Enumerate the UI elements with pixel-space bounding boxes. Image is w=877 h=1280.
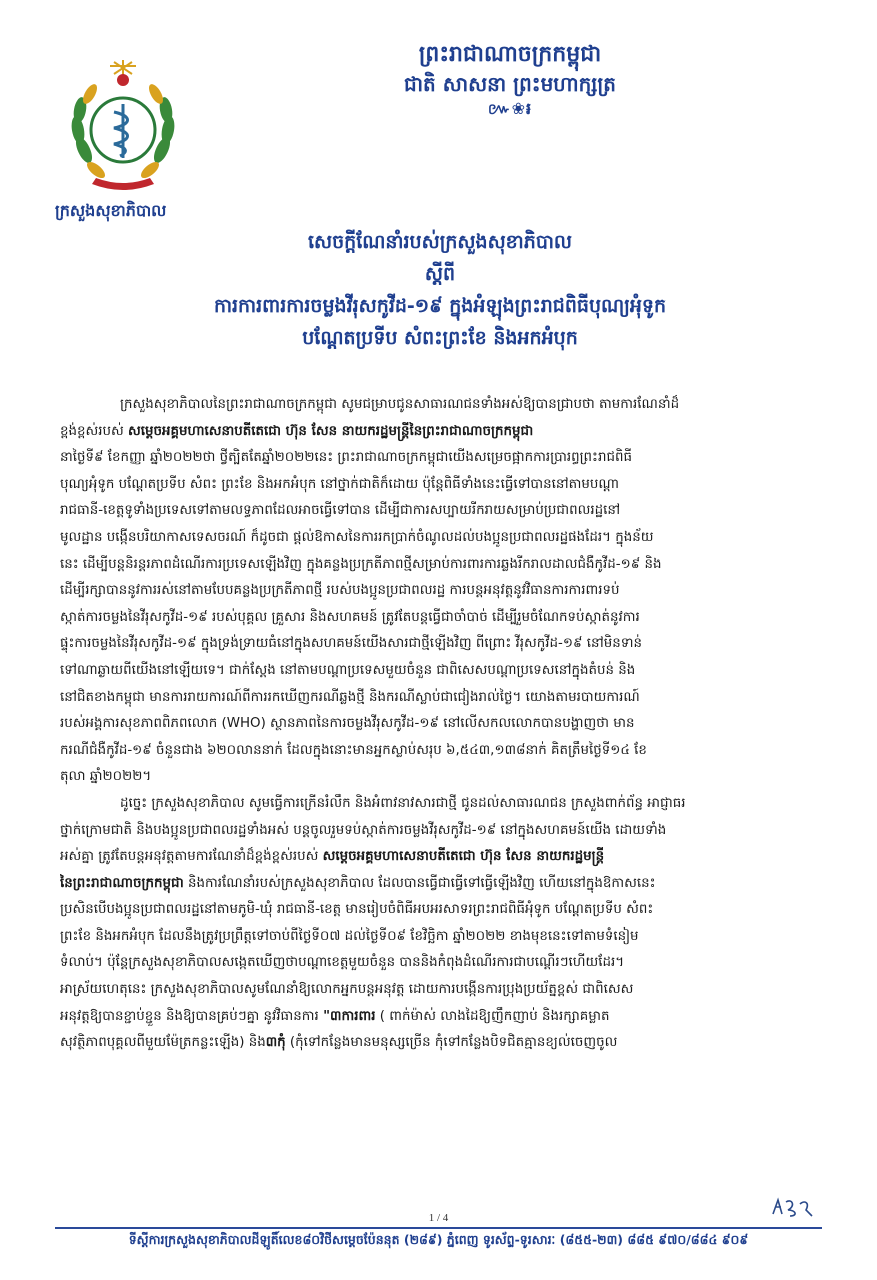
document-body bbox=[60, 392, 820, 1057]
body-line: សុវត្ថិភាពបុគ្គលពីមួយម៉ែត្រកន្លះឡើង) និង៣កុំ (កុំទៅកន្លែងមានមនុស្សច្រើន កុំទៅកន្លែងបិទជិតគ្មានខ្យល់ចេញចូល bbox=[60, 1035, 618, 1051]
body-line: ផ្ទុះការចម្លងនៃវីរុសកូវីដ-១៩ ក្នុងទ្រង់ទ្រាយធំនៅក្នុងសហគមន៍យើងសារជាថ្មីឡើងវិញ ពីព្រោះ វីរុសកូវីដ-១៩ នៅមិនទាន់ bbox=[60, 636, 642, 652]
national-motto: ជាតិ សាសនា ព្រះមហាក្សត្រ bbox=[404, 72, 616, 96]
body-line: នៃព្រះរាជាណាចក្រកម្ពុជា និងការណែនាំរបស់ក្រសួងសុខាភិបាល ដែលបានធ្វើជាធ្វើទៅធ្វើឡើងវិញ ហើយនៅក្នុងឱកាសនេះ bbox=[60, 875, 656, 891]
body-line: បុណ្យអុំទូក បណ្ដែតប្រទីប សំពះ ព្រះខែ និងអកអំបុក នៅថ្នាក់ជាតិក៏ដោយ ប៉ុន្តែពិធីទាំងនេះធ្វើទៅបាននៅតាមបណ្ដា bbox=[60, 476, 619, 492]
kingdom-bold: នៃព្រះរាជាណាចក្រកម្ពុជា bbox=[60, 875, 184, 891]
pm-name-bold: សម្ដេចអគ្គមហាសេនាបតីតេជោ ហ៊ុន សែន នាយករដ្ឋមន្ត្រីនៃព្រះរាជាណាចក្រកម្ពុជា bbox=[128, 423, 534, 439]
body-line: ខ្ពង់ខ្ពស់របស់ សម្ដេចអគ្គមហាសេនាបតីតេជោ ហ៊ុន សែន នាយករដ្ឋមន្ត្រីនៃព្រះរាជាណាចក្រកម្ពុជា bbox=[60, 423, 534, 439]
title-line-4: បណ្ដែតប្រទីប សំពះព្រះខែ និងអកអំបុក bbox=[302, 327, 578, 349]
kingdom-header bbox=[250, 40, 770, 120]
body-line: នេះ ដើម្បីបន្តនិរន្តរភាពដំណើរការប្រទេសឡើងវិញ ក្នុងគន្លងប្រក្រតីភាពថ្មីសម្រាប់ការពារការឆ្លងរីករាលដាលជំងឺកូវីដ-១៩ និង bbox=[60, 556, 662, 572]
body-line: តុលា ឆ្នាំ២០២២។ bbox=[60, 769, 152, 785]
body-line: នាថ្ងៃទី៩ ខែកញ្ញា ឆ្នាំ២០២២ថា ថ្វីត្បិតតែឆ្នាំ២០២២នេះ ព្រះរាជាណាចក្រកម្ពុជាយើងសម្រេចផ្អាកការប្រារព្ធព្រះរាជពិធី bbox=[60, 450, 632, 466]
initials-signature bbox=[770, 1196, 816, 1220]
body-line: ក្រសួងសុខាភិបាលនៃព្រះរាជាណាចក្រកម្ពុជា សូមជម្រាបជូនសាធារណជនទាំងអស់ឱ្យបានជ្រាបថា តាមការណែនាំដ៏ bbox=[120, 397, 680, 412]
three-donts-bold: ៣កុំ bbox=[265, 1035, 286, 1051]
body-line: ប្រសិនបើបងប្អូនប្រជាពលរដ្ឋនៅតាមភូមិ-ឃុំ រាជធានី-ខេត្ត មានរៀបចំពិធីអបអរសាទរព្រះរាជពិធីអុំទូក បណ្ដែតប្រទីប សំពះ bbox=[60, 902, 654, 918]
body-line: រាជធានី-ខេត្តទូទាំងប្រទេសទៅតាមលទ្ធភាពដែលអាចធ្វើទៅបាន ដើម្បីជាការសប្បាយរីករាយសម្រាប់ប្រជាពលរដ្ឋនៅ bbox=[60, 503, 621, 519]
footer-address: ទីស្ដីការក្រសួងសុខាភិបាលដីឡូតិ៍លេខ៨០វិថីសម្ដេចប៉ែននុត (២៨៩) ភ្នំពេញ ទូរស័ព្ទ-ទូរសារៈ (៨៥៥-២៣) ៨៨៥ ៩៧០/៨៨៤ ៩០៩ bbox=[128, 1232, 749, 1247]
title-line-3: ការការពារការចម្លងវីរុសកូវីដ-១៩ ក្នុងអំឡុងព្រះរាជពិធីបុណ្យអុំទូក bbox=[213, 295, 667, 317]
kingdom-name: ព្រះរាជាណាចក្រកម្ពុជា bbox=[418, 42, 602, 67]
ministry-name: ក្រសួងសុខាភិបាល bbox=[55, 201, 167, 220]
footer-divider bbox=[55, 1227, 822, 1229]
pm-name-bold: សម្ដេចអគ្គមហាសេនាបតីតេជោ ហ៊ុន សែន នាយករដ្ឋមន្ត្រី bbox=[322, 849, 605, 865]
document-title bbox=[90, 226, 790, 354]
body-line: របស់អង្គការសុខភាពពិភពលោក (WHO) ស្ថានភាពនៃការចម្លងវីរុសកូវីដ-១៩ នៅលើសកលលោកបានបង្ហាញថា មាន bbox=[60, 716, 635, 732]
title-line-1: សេចក្ដីណែនាំរបស់ក្រសួងសុខាភិបាល bbox=[307, 231, 573, 253]
body-line: នៅជិតខាងកម្ពុជា មានការរាយការណ៍ពីការរកឃើញករណីឆ្លងថ្មី និងករណីស្លាប់ជាជៀងរាល់ថ្ងៃ។ យោងតាមរបាយការណ៍ bbox=[60, 689, 640, 705]
ornament: ៚❀៛ bbox=[487, 99, 533, 118]
body-line: ថ្នាក់ក្រោមជាតិ និងបងប្អូនប្រជាពលរដ្ឋទាំងអស់ បន្តចូលរួមទប់ស្កាត់ការចម្លងវីរុសកូវីដ-១៩ នៅក្នុងសហគមន៍យើង ដោយទាំង bbox=[60, 822, 667, 838]
page-number: 1 / 4 bbox=[428, 1212, 449, 1224]
body-line: អាស្រ័យហេតុនេះ ក្រសួងសុខាភិបាលសូមណែនាំឱ្យលោកអ្នកបន្តអនុវត្ត ដោយការបង្កើនការប្រុងប្រយ័ត្នខ្ពស់ ជាពិសេស bbox=[60, 982, 634, 998]
body-line: អនុវត្តឱ្យបានខ្ជាប់ខ្ជួន និងឱ្យបានគ្រប់ៗគ្នា នូវវិធានការ "៣ការពារ ( ពាក់ម៉ាស់ លាងដៃឱ្យញឹកញាប់ និងរក្សាគម្លាត bbox=[60, 1008, 610, 1024]
body-line: ស្កាត់ការចម្លងនៃវីរុសកូវីដ-១៩ របស់បុគ្គល គ្រួសារ និងសហគមន៍ ត្រូវតែបន្តធ្វើជាចាំបាច់ ដើម្បីរួមចំណែកទប់ស្កាត់នូវការ bbox=[60, 609, 640, 625]
body-line: ទៅណាឆ្ងាយពីយើងនៅឡើយទេ។ ជាក់ស្ដែង នៅតាមបណ្ដាប្រទេសមួយចំនួន ជាពិសេសបណ្ដាប្រទេសនៅក្នុងតំបន់ និង bbox=[60, 662, 636, 678]
body-line: ទំលាប់។ ប៉ុន្តែក្រសួងសុខាភិបាលសង្កេតឃើញថាបណ្ដាខេត្តមួយចំនួន បាននិងកំពុងដំណើរការជាបណ្ដើរៗហើយដែរ។ bbox=[60, 955, 625, 971]
body-line: ដូច្នេះ ក្រសួងសុខាភិបាល សូមធ្វើការក្រើនរំលឹក និងអំពាវនាវសារជាថ្មី ជូនដល់សាធារណជន ក្រសួងពាក់ព័ន្ធ អាជ្ញាធរ bbox=[120, 795, 686, 811]
body-line: អស់គ្នា ត្រូវតែបន្តអនុវត្តតាមការណែនាំដ៏ខ្ពង់ខ្ពស់របស់ សម្ដេចអគ្គមហាសេនាបតីតេជោ ហ៊ុន សែន នាយករដ្ឋមន្ត្រី bbox=[60, 849, 605, 865]
body-line: មូលដ្ឋាន បង្កើនបរិយាកាសទេសចរណ៍ ក៏ដូចជា ផ្ដល់ឱកាសនៃការរកប្រាក់ចំណូលដល់បងប្អូនប្រជាពលរដ្ឋផងដែរ។ ក្នុងន័យ bbox=[60, 529, 654, 545]
body-line: ដើម្បីរក្សាបាននូវការរស់នៅតាមបែបគន្លងប្រក្រតីភាពថ្មី របស់បងប្អូនប្រជាពលរដ្ឋ ការបន្តអនុវត្តនូវវិធានការការពារទប់ bbox=[60, 583, 620, 599]
title-line-2: ស្ដីពី bbox=[424, 263, 456, 285]
body-line: ករណីជំងឺកូវីដ-១៩ ចំនួនជាង ៦២០លាននាក់ ដែលក្នុងនោះមានអ្នកស្លាប់សរុប ៦,៥៤៣,១៣៨នាក់ គិតត្រឹមថ្ងៃទី១៤ ខែ bbox=[60, 742, 647, 758]
three-protect-bold: "៣ការពារ bbox=[323, 1008, 376, 1024]
ministry-of-health-emblem bbox=[62, 58, 184, 198]
body-line: ព្រះខែ និងអកអំបុក ដែលនឹងត្រូវប្រព្រឹត្តទៅចាប់ពីថ្ងៃទី០៧ ដល់ថ្ងៃទី០៩ ខែវិច្ឆិកា ឆ្នាំ២០២២ ខាងមុខនេះទៅតាមទំនៀម bbox=[60, 928, 639, 944]
